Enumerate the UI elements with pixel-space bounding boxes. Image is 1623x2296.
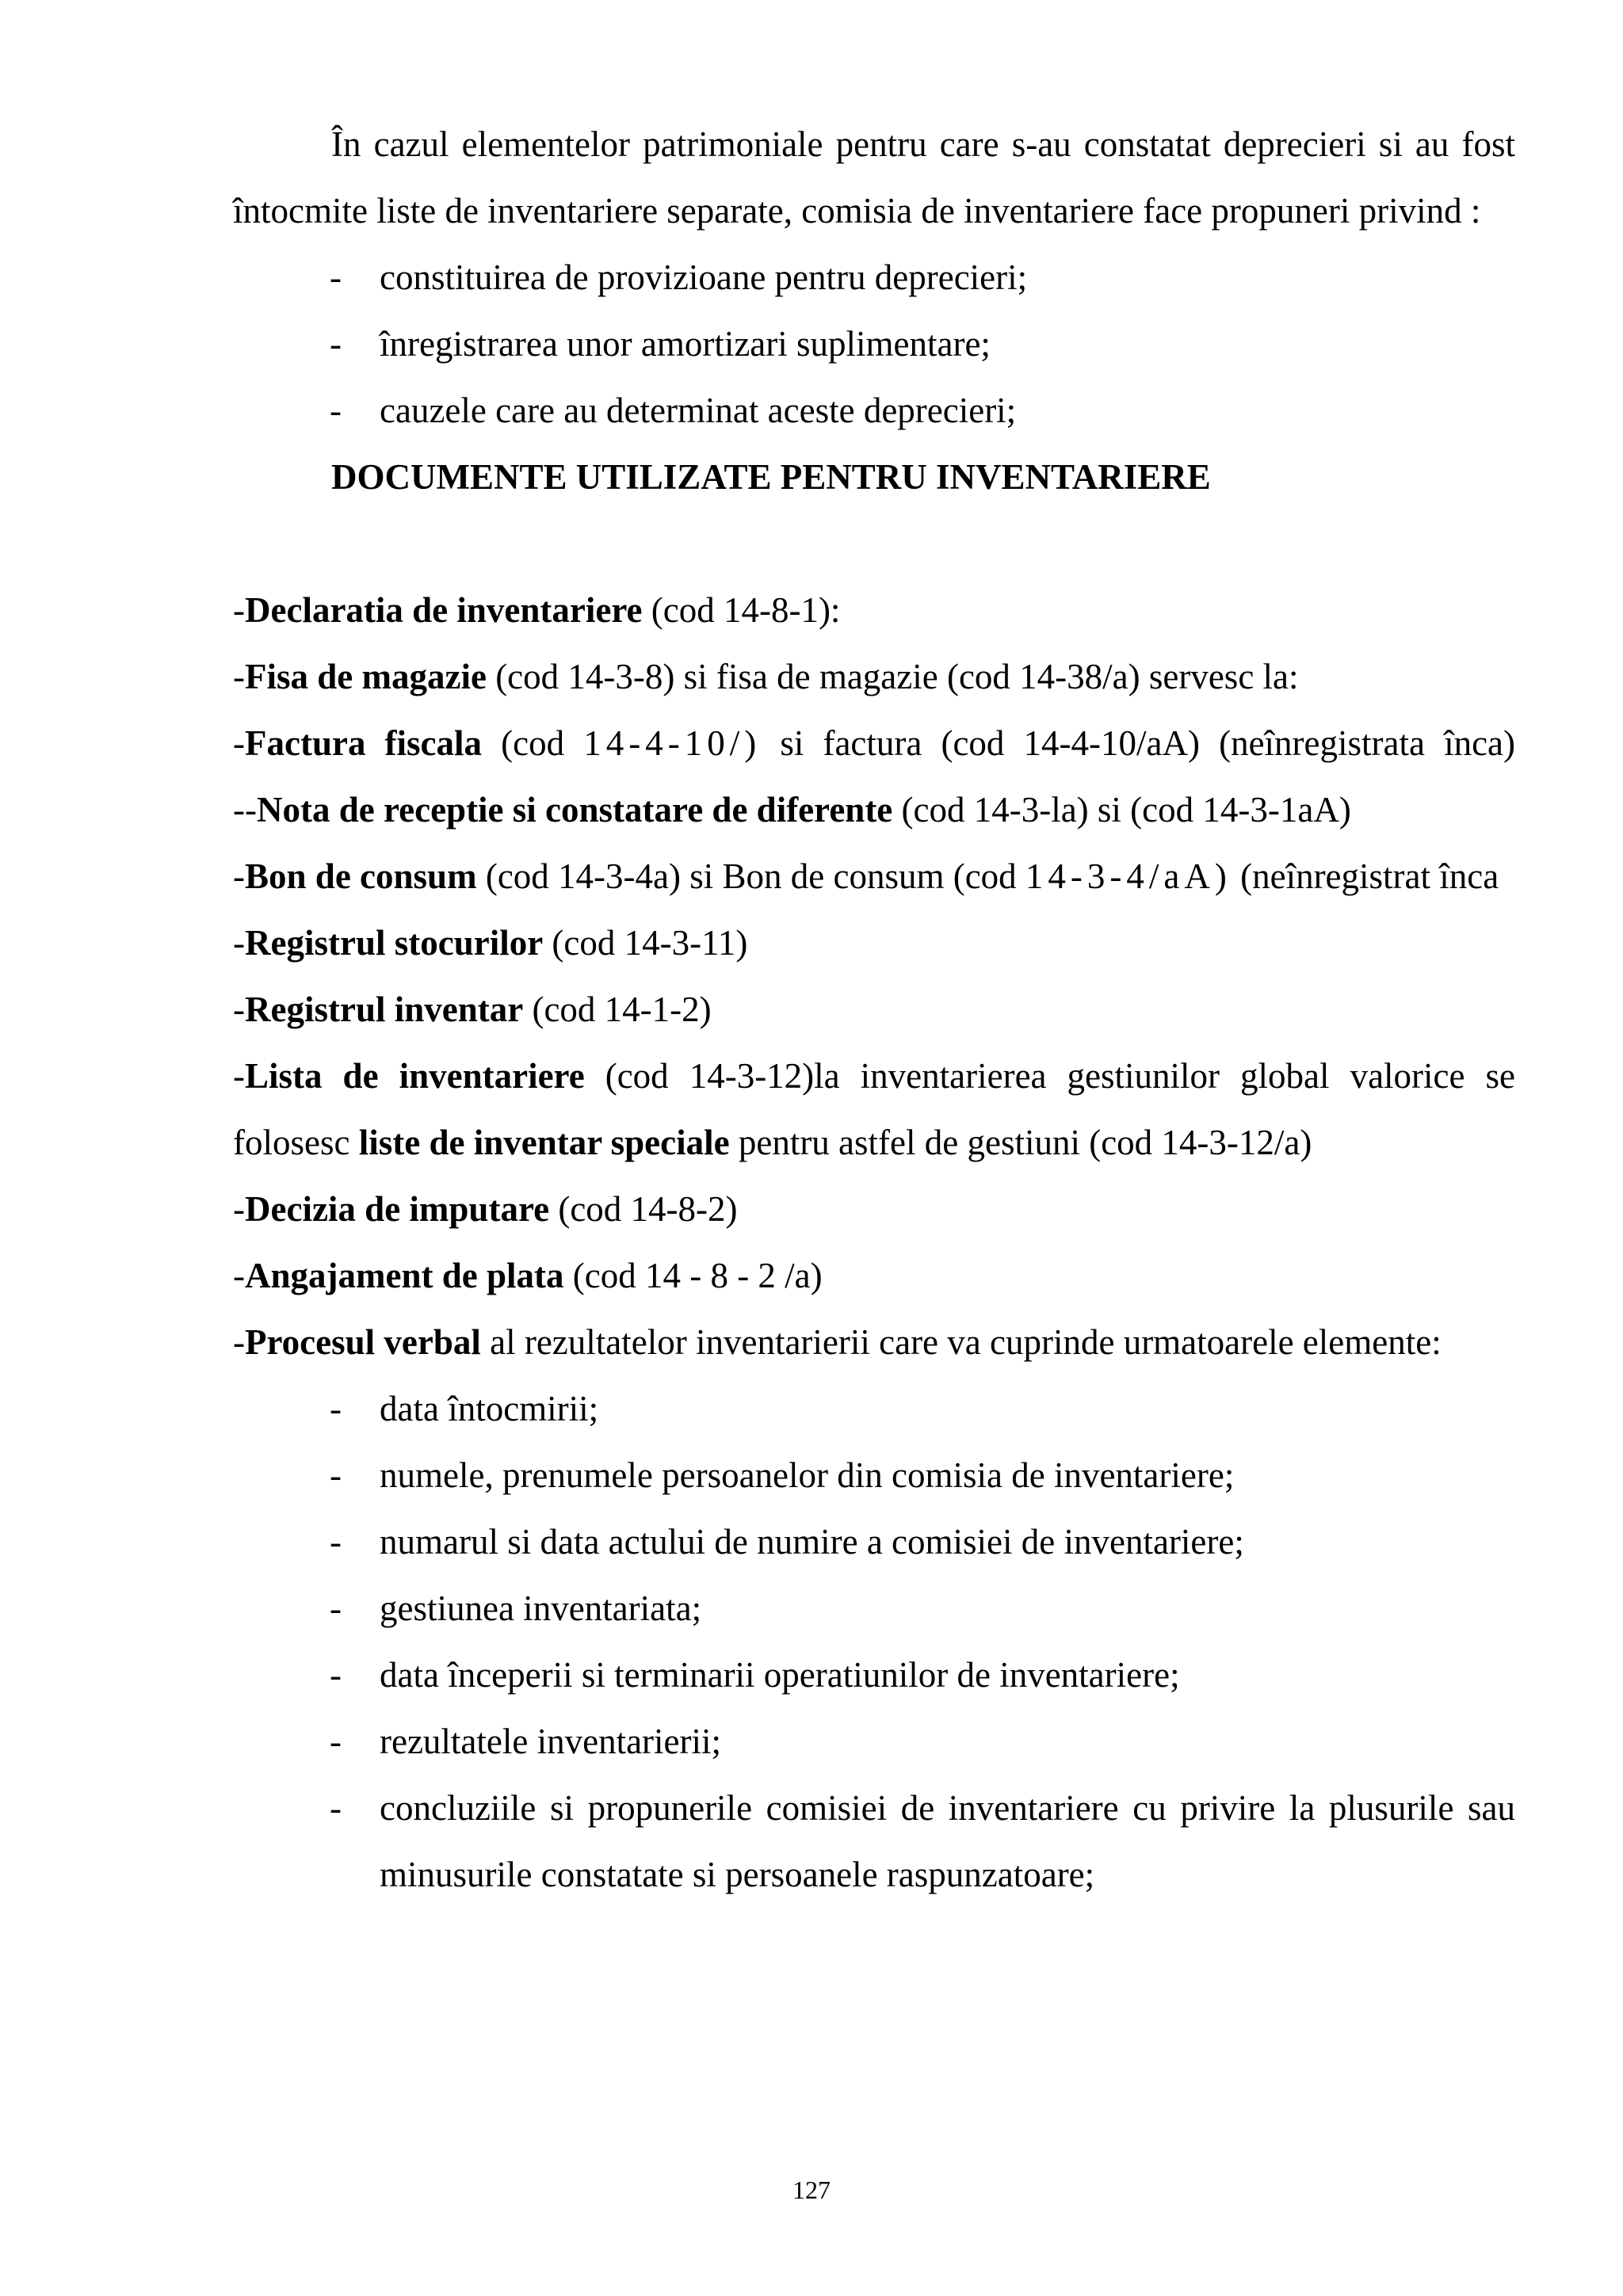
dash-marker: - — [330, 1455, 342, 1495]
page-number: 127 — [792, 2176, 831, 2204]
doc-declaratia: -Declaratia de inventariere (cod 14-8-1): — [233, 590, 841, 630]
list-item: - data întocmirii; — [233, 1375, 1515, 1442]
dash-marker: - — [330, 1522, 342, 1562]
dash-marker: - — [330, 324, 342, 364]
list-item: - înregistrarea unor amortizari suplimentare; — [233, 311, 1515, 377]
list-item: - gestiunea inventariata; — [233, 1575, 1515, 1642]
doc-procesul-verbal: -Procesul verbal al rezultatelor inventarierii care va cuprinde urmatoarele elemente: — [233, 1322, 1442, 1362]
list-item: - numarul si data actului de numire a comisiei de inventariere; — [233, 1508, 1515, 1575]
list-item: - constituirea de provizioane pentru deprecieri; — [233, 244, 1515, 311]
bullet-list-deprecieri — [233, 244, 1515, 444]
dash-marker: - — [330, 1589, 342, 1628]
bullet-list-proces-verbal — [233, 1375, 1515, 1908]
doc-nota-receptie: --Nota de receptie si constatare de diferente (cod 14-3-la) si (cod 14-3-1aA) — [233, 790, 1351, 830]
document-page — [233, 111, 1515, 1908]
dash-marker: - — [330, 1655, 342, 1695]
doc-angajament-plata: -Angajament de plata (cod 14 - 8 - 2 /a) — [233, 1256, 823, 1295]
dash-marker: - — [330, 391, 342, 430]
doc-factura: -Factura fiscala (cod 14-4-10/) si factura (cod 14-4-10/aA) (neînregistrata înca) — [233, 723, 1516, 763]
doc-decizia-imputare: -Decizia de imputare (cod 14-8-2) — [233, 1189, 738, 1229]
doc-lista-inventariere: -Lista de inventariere (cod 14-3-12)la inventarierea gestiunilor global valorice se folosesc liste de inventar speciale pentru astfel de gestiuni (cod 14-3-12/a) — [233, 1056, 1515, 1162]
dash-marker: - — [330, 1722, 342, 1761]
dash-marker: - — [330, 257, 342, 297]
section-heading: DOCUMENTE UTILIZATE PENTRU INVENTARIERE — [331, 457, 1211, 497]
list-item: - data începerii si terminarii operatiunilor de inventariere; — [233, 1642, 1515, 1708]
doc-registrul-inventar: -Registrul inventar (cod 14-1-2) — [233, 990, 712, 1029]
document-list — [233, 577, 1515, 1375]
dash-marker: - — [330, 1788, 342, 1828]
list-item: - cauzele care au determinat aceste deprecieri; — [233, 377, 1515, 444]
doc-fisa-magazie: -Fisa de magazie (cod 14-3-8) si fisa de magazie (cod 14-38/a) servesc la: — [233, 657, 1299, 696]
list-item: - concluziile si propunerile comisiei de inventariere cu privire la plusurile sau minusurile constatate si persoanele raspunzatoare; — [233, 1775, 1515, 1908]
doc-registrul-stocurilor: -Registrul stocurilor (cod 14-3-11) — [233, 923, 748, 963]
doc-bon-consum: -Bon de consum (cod 14-3-4a) si Bon de consum (cod 14-3-4/aA) (neînregistrat înca — [233, 856, 1499, 896]
dash-marker: - — [330, 1389, 342, 1428]
list-item: - numele, prenumele persoanelor din comisia de inventariere; — [233, 1442, 1515, 1508]
list-item: - rezultatele inventarierii; — [233, 1708, 1515, 1775]
intro-paragraph: În cazul elementelor patrimoniale pentru care s-au constatat deprecieri si au fost întocmite liste de inventariere separate, comisia de inventariere face propuneri privind : — [233, 124, 1515, 231]
